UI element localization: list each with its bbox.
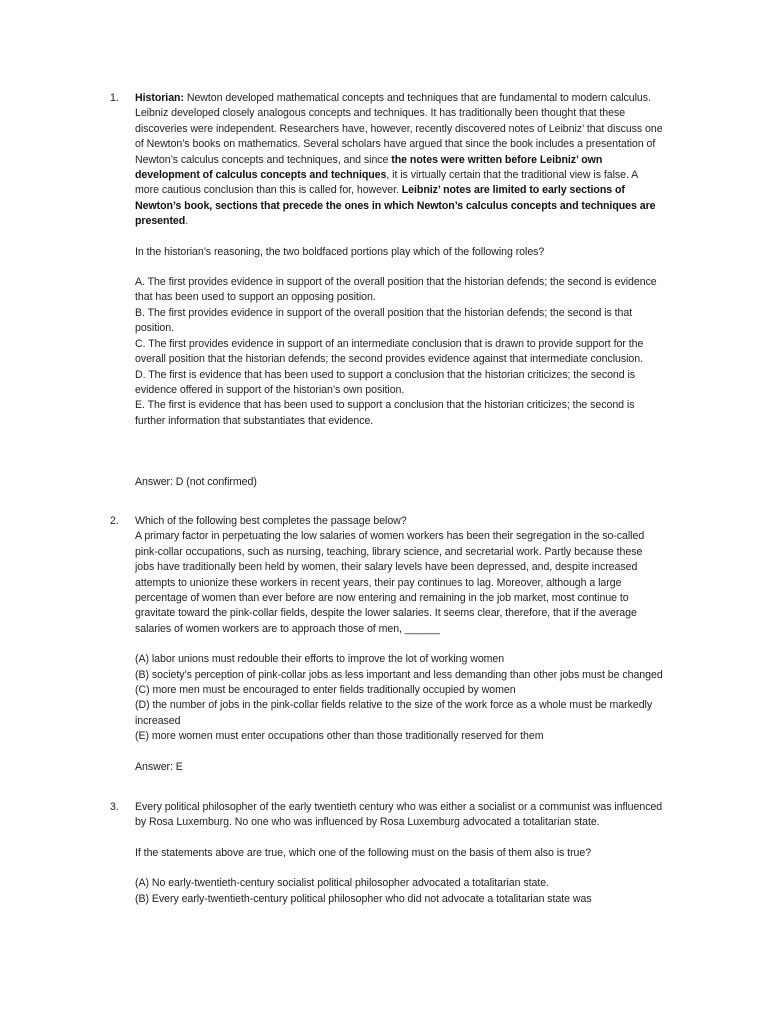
question-number: 1. xyxy=(110,92,119,104)
option-c: (C) more men must be encouraged to enter fields traditionally occupied by women xyxy=(135,684,516,697)
option-c: C. The first provides evidence in support of an intermediate conclusion that is drawn to provide support for the overall position that the historian defends; the second provides evidence against that intermediate conclusion. xyxy=(135,337,644,366)
answer: Answer: E xyxy=(135,760,183,773)
option-d: (D) the number of jobs in the pink-collar fields relative to the size of the work force as a whole must be markedly increased xyxy=(135,699,653,727)
question-body xyxy=(135,514,663,775)
passage: Historian: Newton developed mathematical concepts and techniques that are fundamental to modern calculus. Leibniz developed closely analogous concepts and techniques. It has traditionally been thought that these discoveries were independent. Researchers have, however, recently discovered notes of Leibniz’ that discuss one of Newton’s books on mathematics. Several scholars have argued that since the book includes a presentation of Newton’s calculus concepts and techniques, and since the notes were written before Leibniz’ own development of calculus concepts and techniques, it is virtually certain that the traditional view is false. A more cautious conclusion than this is called for, however. Leibniz’ notes are limited to early sections of Newton’s book, sections that precede the ones in which Newton’s calculus concepts and techniques are presented. xyxy=(135,92,663,228)
question-stem: In the historian’s reasoning, the two boldfaced portions play which of the following roles? xyxy=(135,245,545,258)
question-prompt: Which of the following best completes the passage below? xyxy=(135,515,407,527)
boldface-portion-1: the notes were written before Leibniz’ own development of calculus concepts and techniques xyxy=(135,153,603,182)
question-body xyxy=(135,91,663,491)
question-body xyxy=(135,800,663,907)
boldface-portion-2: Leibniz’ notes are limited to early sections of Newton’s book, sections that precede the ones in which Newton’s calculus concepts and techniques are presented xyxy=(135,184,656,228)
passage: Every political philosopher of the early twentieth century who was either a socialist or a communist was influenced by Rosa Luxemburg. No one who was influenced by Rosa Luxemburg advocated a totalitarian state. xyxy=(135,801,663,829)
option-b: (B) society’s perception of pink-collar jobs as less important and less demanding than other jobs must be changed xyxy=(135,668,663,681)
speaker-label: Historian: xyxy=(135,92,184,104)
question-stem: If the statements above are true, which one of the following must on the basis of them also is true? xyxy=(135,846,592,859)
option-a: A. The first provides evidence in support of the overall position that the historian defends; the second is evidence that has been used to support an opposing position. xyxy=(135,276,657,304)
answer-options xyxy=(135,275,663,429)
passage: A primary factor in perpetuating the low salaries of women workers has been their segregation in the so-called pink-collar occupations, such as nursing, teaching, library science, and secretarial work. Partly because these jobs have traditionally been held by women, their salary levels have been depressed, and, despite increased attempts to unionize these workers in recent years, their pay continues to lag. Moreover, although a large percentage of women than ever before are now entering and remaining in the job market, most continue to gravitate toward the pink-collar fields, despite the lower salaries. It seems clear, therefore, that if the average salaries of women workers are to approach those of men, ______ xyxy=(135,530,645,635)
option-b: B. The first provides evidence in support of the overall position that the historian defends; the second is that position. xyxy=(135,306,633,335)
option-b: (B) Every early-twentieth-century political philosopher who did not advocate a totalitarian state was xyxy=(135,892,592,905)
option-d: D. The first is evidence that has been used to support a conclusion that the historian criticizes; the second is evidence offered in support of the historian’s own position. xyxy=(135,368,636,396)
option-a: (A) No early-twentieth-century socialist political philosopher advocated a totalitarian state. xyxy=(135,877,549,890)
option-e: (E) more women must enter occupations other than those traditionally reserved for them xyxy=(135,730,544,743)
question-number: 2. xyxy=(110,515,119,527)
answer-options xyxy=(135,876,663,907)
option-e: E. The first is evidence that has been used to support a conclusion that the historian criticizes; the second is further information that substantiates that evidence. xyxy=(135,399,635,427)
answer: Answer: D (not confirmed) xyxy=(135,476,257,489)
answer-options xyxy=(135,652,663,744)
question-number: 3. xyxy=(110,801,119,813)
option-a: (A) labor unions must redouble their efforts to improve the lot of working women xyxy=(135,653,505,666)
